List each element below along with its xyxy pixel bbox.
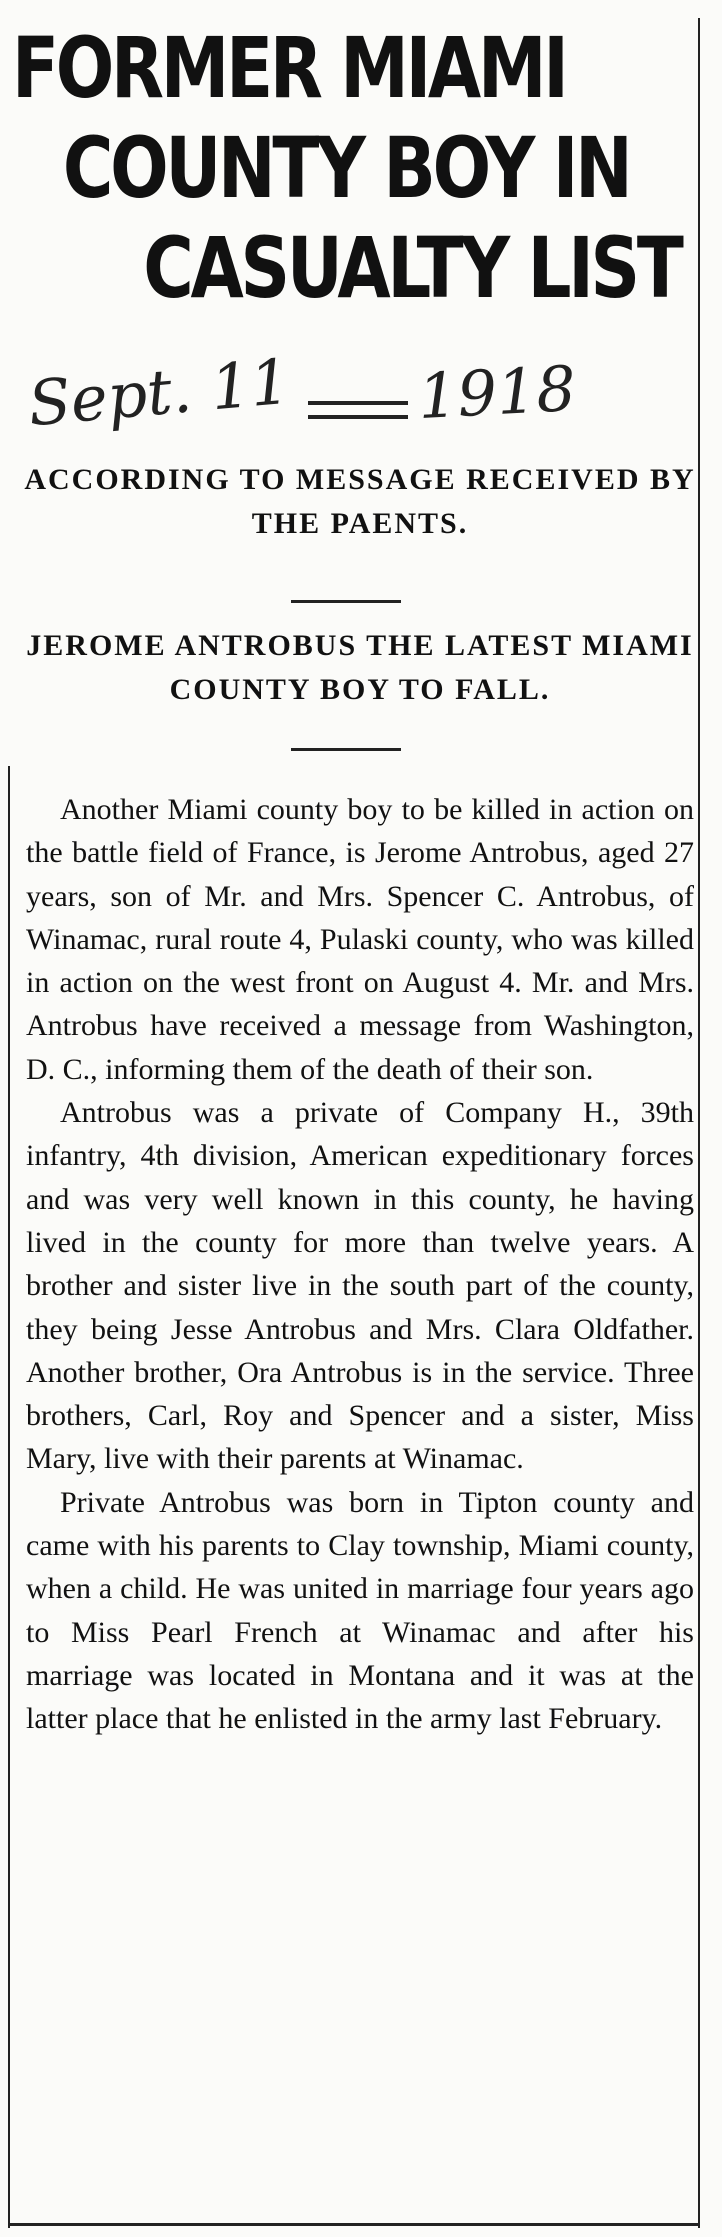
paragraph-2: Antrobus was a private of Company H., 39th infantry, 4th division, American expeditionary forces and was very well known in this county, he having lived in the county for more than twelve years. A brother and sister live in the south part of the county, they being Jesse Antrobus and Mrs. Clara Oldfather. Another brother, Ora Antrobus is in the service. Three brothers, Carl, Roy and Spencer and a sister, Miss Mary, live with their parents at Winamac. bbox=[26, 1096, 694, 1476]
headline-line-1: FORMER MIAMI bbox=[12, 19, 566, 117]
clipping-frame bbox=[8, 18, 708, 2228]
handwritten-date bbox=[25, 344, 668, 456]
subheadline-2: JEROME ANTROBUS THE LATEST MIAMI COUNTY BOY TO FALL. bbox=[26, 629, 694, 706]
handwritten-date-left: Sept. 11 bbox=[25, 344, 293, 441]
column-rule-right bbox=[698, 18, 700, 2228]
column-rule-bottom bbox=[8, 2223, 700, 2226]
separator-rule-2 bbox=[291, 748, 401, 751]
headline-line-2: COUNTY BOY IN bbox=[62, 119, 630, 217]
article-body bbox=[26, 788, 694, 1741]
headline-line-3: CASUALTY LIST bbox=[143, 219, 681, 317]
column-rule-left bbox=[8, 766, 10, 2228]
headline bbox=[12, 18, 681, 318]
subheadline-1: ACCORDING TO MESSAGE RECEIVED BY THE PAENTS. bbox=[24, 463, 696, 540]
paragraph-1: Another Miami county boy to be killed in action on the battle field of France, is Jerome Antrobus, aged 27 years, son of Mr. and Mrs. Spencer C. Antrobus, of Winamac, rural route 4, Pulaski county, who was killed in action on the west front on August 4. Mr. and Mrs. Antrobus have received a message from Washington, D. C., informing them of the death of their son. bbox=[26, 793, 694, 1086]
handwritten-dash bbox=[308, 401, 408, 419]
paragraph-3: Private Antrobus was born in Tipton county and came with his parents to Clay township, Miami county, when a child. He was united in marriage four years ago to Miss Pearl French at Winamac and after his marriage was located in Montana and it was at the latter place that he enlisted in the army last February. bbox=[26, 1485, 694, 1736]
separator-rule-1 bbox=[291, 600, 401, 603]
handwritten-year: 1918 bbox=[416, 351, 578, 434]
